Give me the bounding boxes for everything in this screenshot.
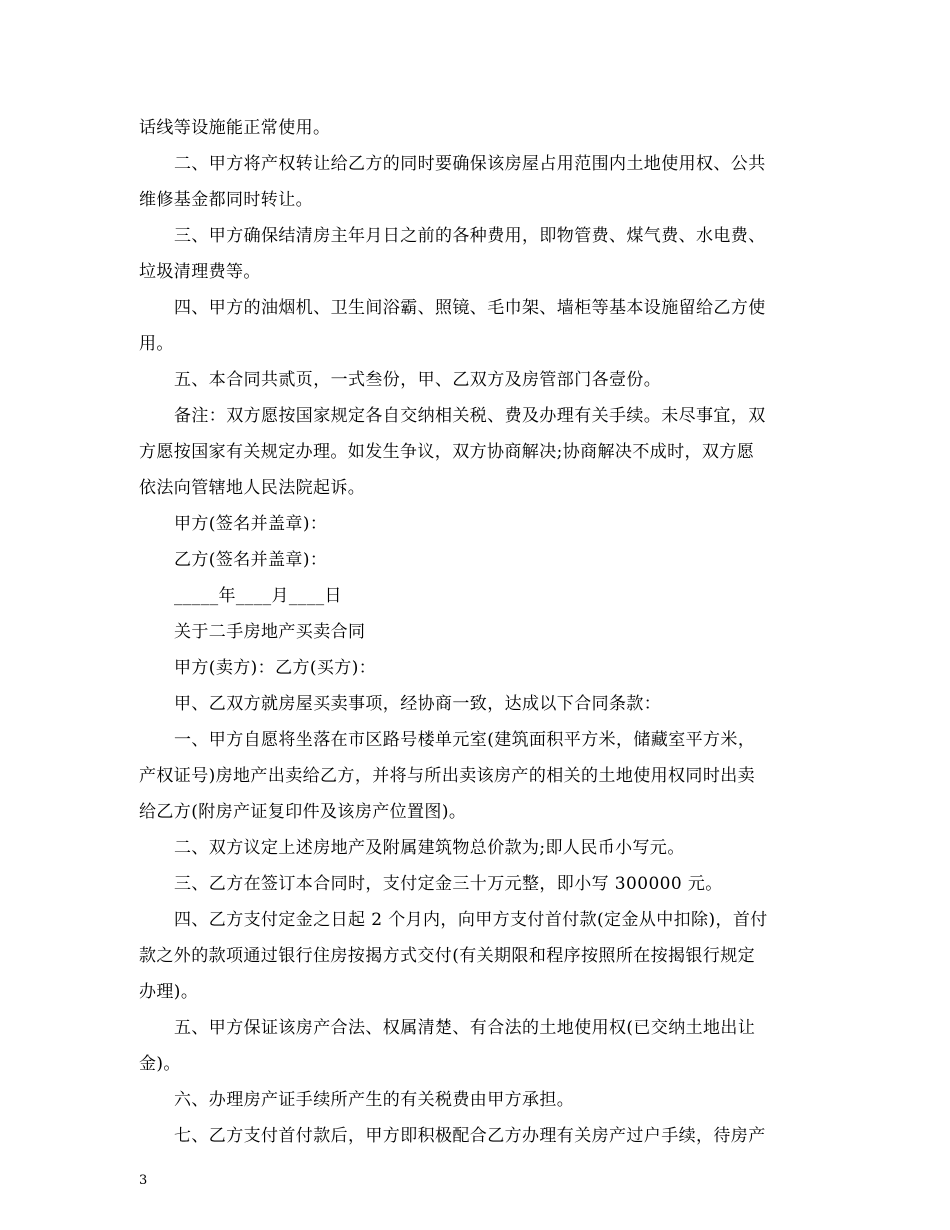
text-line: 给乙方(附房产证复印件及该房产位置图)。 [139,802,467,822]
text-line: 话线等设施能正常使用。 [139,118,331,138]
date-line: _____年____月____日 [174,586,342,606]
text-line: 二、甲方将产权转让给乙方的同时要确保该房屋占用范围内土地使用权、公共 [174,154,766,174]
contract-title: 关于二手房地产买卖合同 [174,622,366,642]
text-line: 六、办理房产证手续所产生的有关税费由甲方承担。 [174,1090,575,1110]
text-line: 五、本合同共贰页，一式叁份，甲、乙双方及房管部门各壹份。 [174,370,662,390]
text-line: 三、甲方确保结清房主年月日之前的各种费用，即物管费、煤气费、水电费、 [174,226,766,246]
text-line: 四、乙方支付定金之日起 2 个月内，向甲方支付首付款(定金从中扣除)，首付 [174,910,768,930]
text-line: 五、甲方保证该房产合法、权属清楚、有合法的土地使用权(已交纳土地出让 [174,1018,756,1038]
text-line: 方愿按国家有关规定办理。如发生争议，双方协商解决;协商解决不成时，双方愿 [139,442,755,462]
text-line: 款之外的款项通过银行住房按揭方式交付(有关期限和程序按照所在按揭银行规定 [139,946,756,966]
signature-line-party-a: 甲方(签名并盖章)： [174,514,328,534]
text-line: 产权证号)房地产出卖给乙方，并将与所出卖该房产的相关的土地使用权同时出卖 [139,766,756,786]
text-line: 金)。 [139,1054,181,1074]
text-line: 用。 [139,334,174,354]
text-line: 垃圾清理费等。 [139,262,261,282]
text-line: 办理)。 [139,982,199,1002]
text-line: 备注：双方愿按国家规定各自交纳相关税、费及办理有关手续。未尽事宜，双 [174,406,766,426]
signature-line-party-b: 乙方(签名并盖章)： [174,550,328,570]
text-line: 甲、乙双方就房屋买卖事项，经协商一致，达成以下合同条款： [174,694,662,714]
page-number: 3 [139,1173,148,1188]
text-line: 七、乙方支付首付款后，甲方即积极配合乙方办理有关房产过户手续，待房产 [174,1126,766,1146]
parties-line: 甲方(卖方)：乙方(买方)： [174,658,377,678]
text-line: 三、乙方在签订本合同时，支付定金三十万元整，即小写 300000 元。 [174,874,723,894]
text-line: 四、甲方的油烟机、卫生间浴霸、照镜、毛巾架、墙柜等基本设施留给乙方使 [174,298,766,318]
text-line: 维修基金都同时转让。 [139,190,313,210]
text-line: 依法向管辖地人民法院起诉。 [139,478,366,498]
text-line: 一、甲方自愿将坐落在市区路号楼单元室(建筑面积平方米，储藏室平方米， [174,730,756,750]
text-line: 二、双方议定上述房地产及附属建筑物总价款为;即人民币小写元。 [174,838,685,858]
